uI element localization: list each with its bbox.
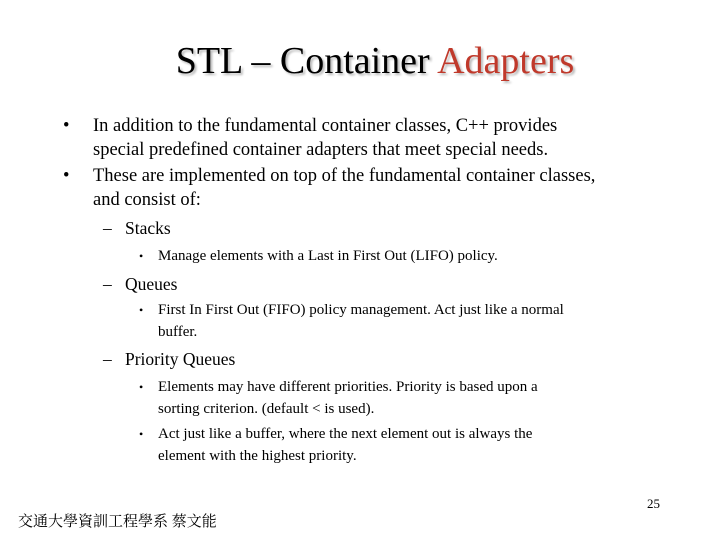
detail-line: First In First Out (FIFO) policy management. Act just like a normal [158, 302, 564, 318]
detail-marker: • [139, 249, 144, 263]
bullet-2 [93, 164, 595, 212]
title-accent: Adapters [437, 40, 575, 82]
detail-line: element with the highest priority. [158, 448, 357, 464]
sub-item-marker: – [103, 274, 112, 294]
bullet-2-line-1: These are implemented on top of the fundamental container classes, [93, 166, 596, 186]
sub-item-queues: Queues [125, 274, 178, 294]
title-main: STL – Container [175, 40, 438, 82]
bullet-1-line-2: special predefined container adapters that meet special needs. [93, 140, 549, 160]
detail-line: Manage elements with a Last in First Out (LIFO) policy. [158, 248, 498, 264]
bullet-marker: • [63, 166, 70, 186]
page-number: 25 [647, 496, 660, 511]
bullet-2-line-2: and consist of: [93, 190, 201, 210]
sub-item-priority-queues: Priority Queues [125, 349, 236, 369]
detail-line: sorting criterion. (default < is used). [158, 401, 375, 417]
detail-line: Act just like a buffer, where the next element out is always the [158, 426, 533, 442]
bullet-1-line-1: In addition to the fundamental container classes, C++ provides [93, 116, 558, 136]
bullet-1 [93, 114, 557, 162]
sub-item-stacks: Stacks [125, 218, 171, 238]
slide-title [0, 38, 720, 84]
detail-line: buffer. [158, 324, 198, 340]
sub-item-marker: – [103, 218, 112, 238]
detail-queues [158, 299, 564, 343]
detail-priority-1 [158, 376, 538, 420]
footer-text: 交通大學資訓工程學系 蔡文能 [18, 514, 217, 530]
bullet-marker: • [63, 116, 70, 136]
detail-stacks [158, 245, 498, 267]
detail-priority-2 [158, 423, 532, 467]
detail-marker: • [139, 303, 144, 317]
detail-marker: • [139, 427, 144, 441]
sub-item-marker: – [103, 349, 112, 369]
detail-marker: • [139, 380, 144, 394]
detail-line: Elements may have different priorities. Priority is based upon a [158, 379, 538, 395]
